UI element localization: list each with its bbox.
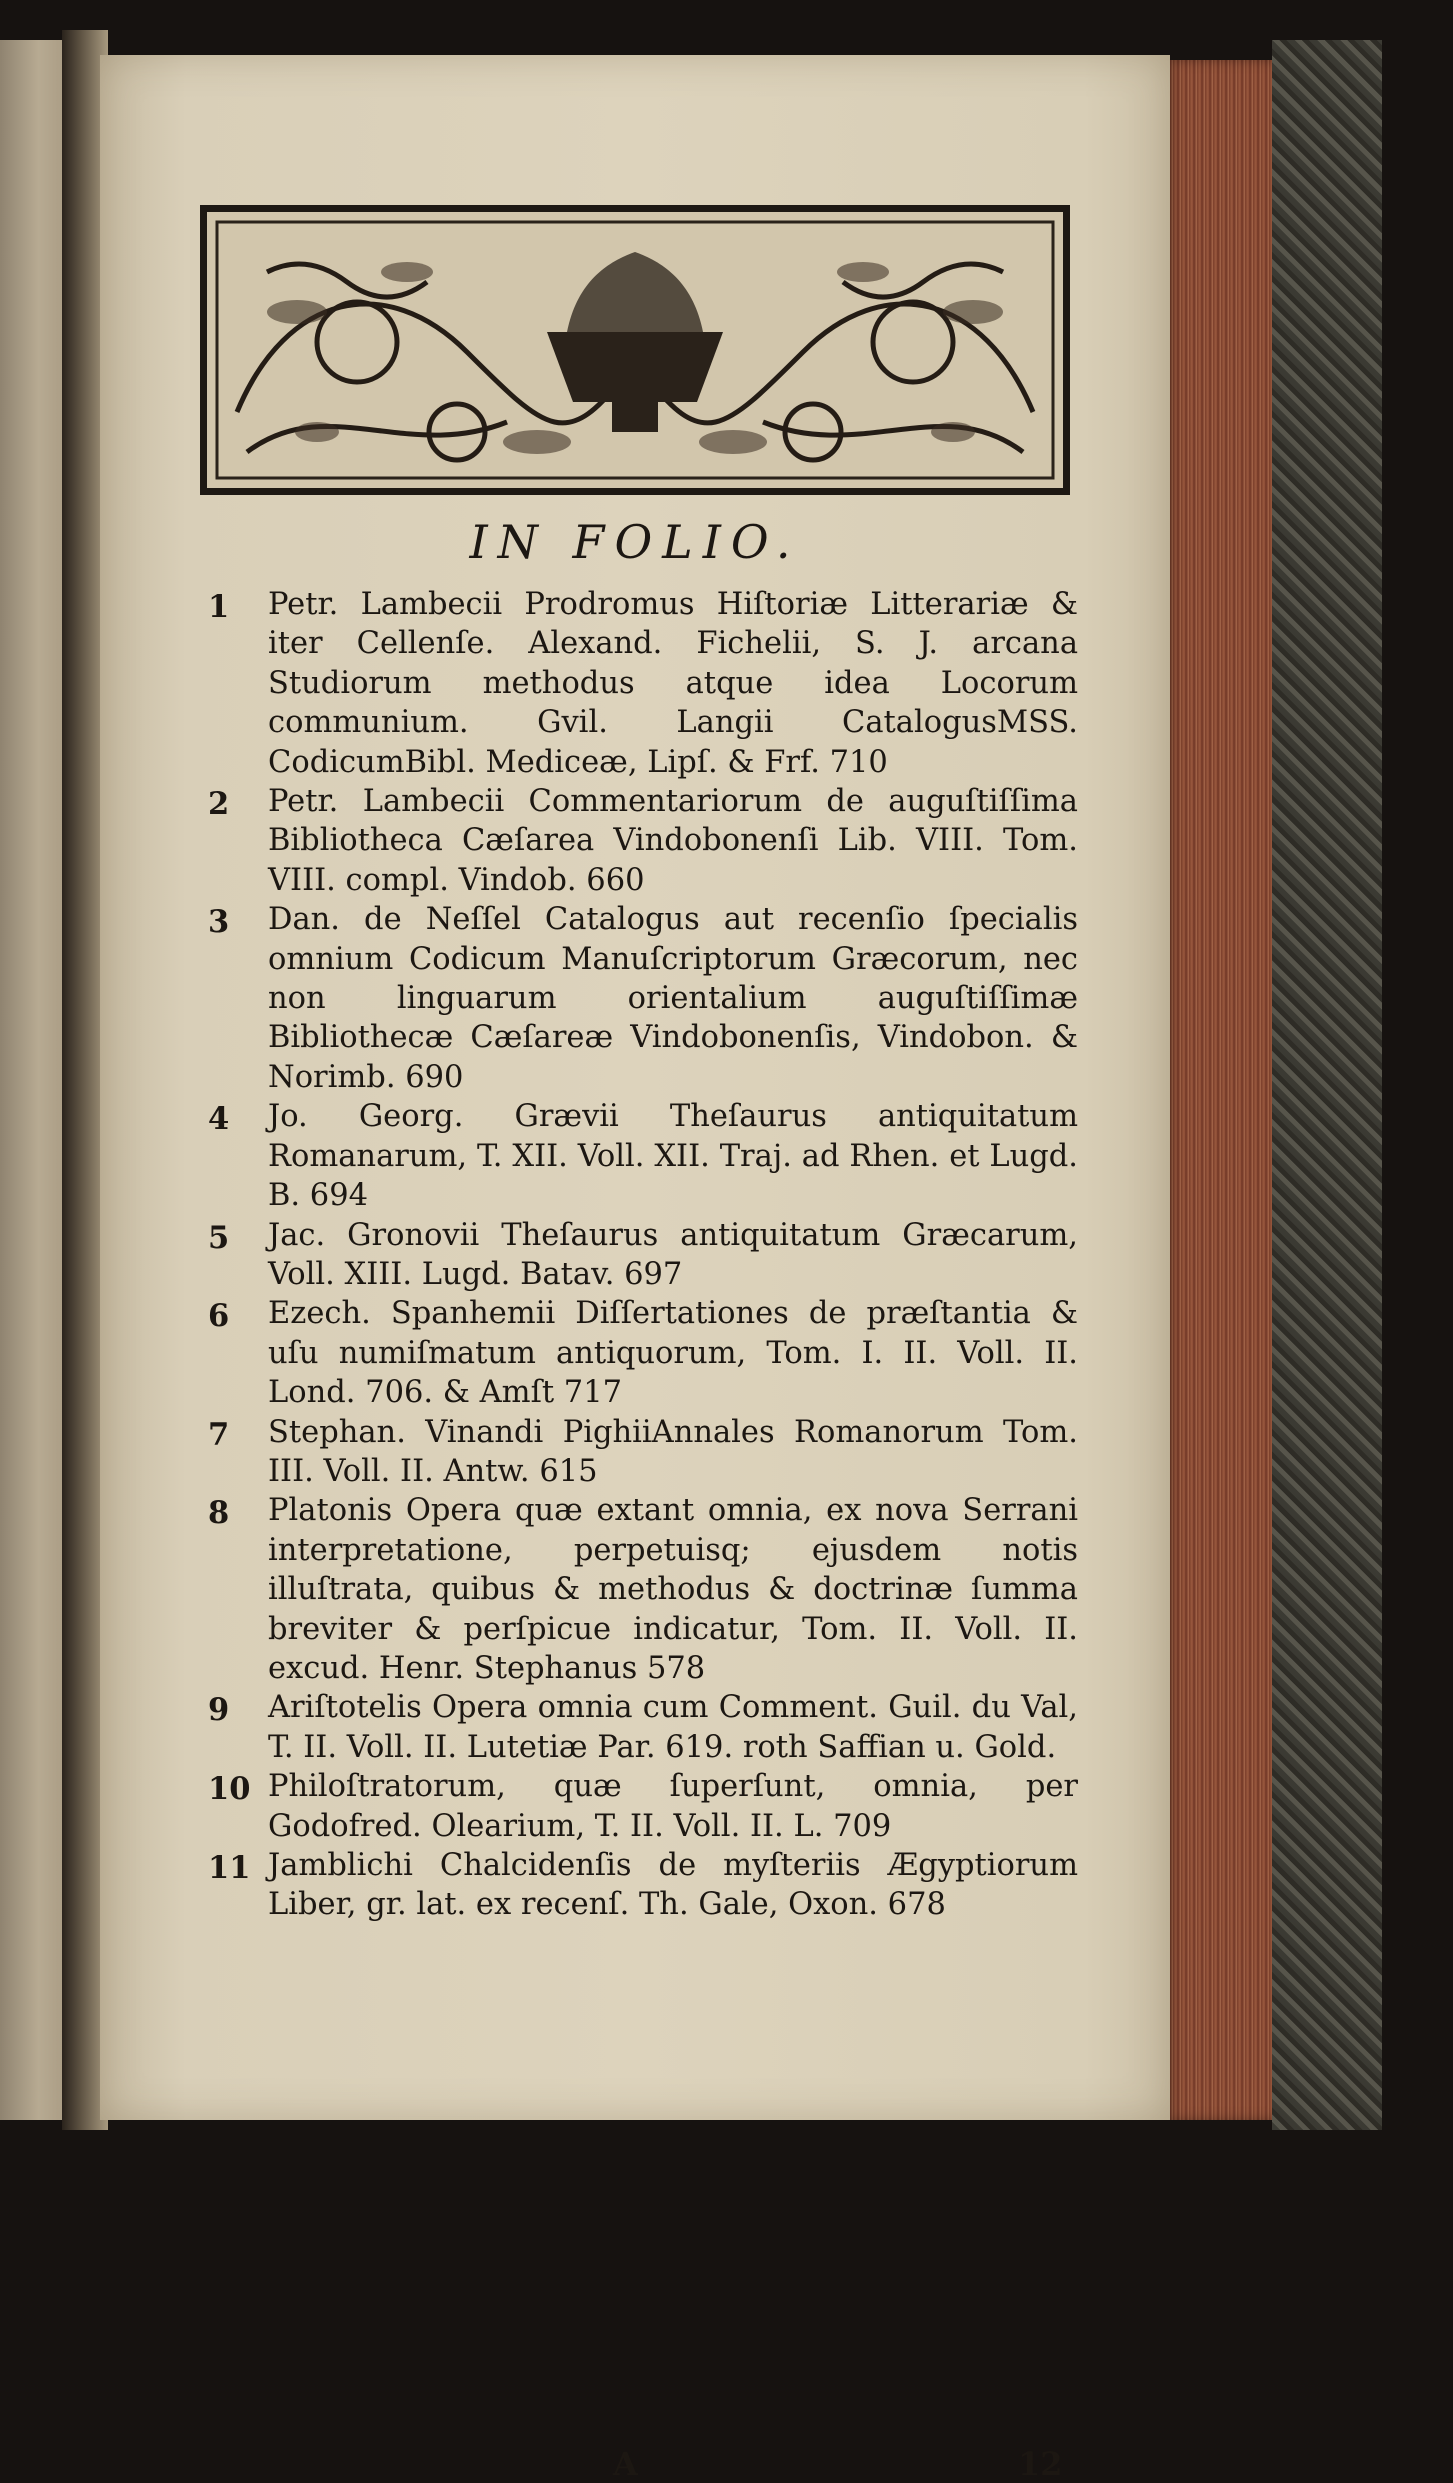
entry-text: Petr. Lambecii Commentariorum de auguſtiſſima Bibliotheca Cæſarea Vindobonenſi Lib. VIII. Tom. VIII. compl. Vindob. 660 (268, 784, 1078, 898)
woodcut-ornament (200, 205, 1070, 495)
list-item (208, 1688, 1078, 1767)
entry-number: 1 (208, 589, 230, 625)
catchword: 12 (1018, 2445, 1063, 2483)
signature-mark: A (613, 2445, 638, 2483)
catalog-entries (208, 585, 1078, 2483)
entry-text: Ezech. Spanhemii Diſſertationes de præſtantia & uſu numiſmatum antiquorum, Tom. I. II. Voll. II. Lond. 706. & Amſt 717 (268, 1296, 1078, 1411)
book-page (100, 55, 1170, 2483)
entry-text: Stephan. Vinandi PighiiAnnales Romanorum Tom. III. Voll. II. Antw. 615 (268, 1414, 1078, 1489)
list-item (208, 1413, 1078, 1492)
entry-text: Dan. de Neſſel Catalogus aut recenſio ſpecialis omnium Codicum Manuſcriptorum Græcorum, nec non linguarum orientalium auguſtiſſimæ Bibliothecæ Cæſareæ Vindobonenſis, Vindobon. & Norimb. 690 (268, 902, 1078, 1095)
entry-number: 8 (208, 1495, 230, 1532)
page-edges (1165, 60, 1275, 2120)
entry-text: Petr. Lambecii Prodromus Hiſtoriæ Litterariæ & iter Cellenſe. Alexand. Fichelii, S. J. arcana Studiorum methodus atque idea Locorum communium. Gvil. Langii CatalogusMSS. CodicumBibl. Mediceæ, Lipſ. & Frf. 710 (268, 587, 1078, 780)
ornament-vines-icon (207, 212, 1063, 488)
entry-text: Platonis Opera quæ extant omnia, ex nova Serrani interpretatione, perpetuisq; ejusdem notis illuſtrata, quibus & methodus & doctrinæ ſumma breviter & perſpicue indicatur, Tom. II. Voll. II. excud. Henr. Stephanus 578 (268, 1493, 1078, 1686)
entry-text: Jac. Gronovii Theſaurus antiquitatum Græcarum, Voll. XIII. Lugd. Batav. 697 (268, 1217, 1078, 1292)
list-item (208, 585, 1078, 782)
entry-text: Philoſtratorum, quæ ſuperſunt, omnia, per Godofred. Olearium, T. II. Voll. II. L. 709 (268, 1769, 1078, 1844)
entry-number: 6 (208, 1298, 230, 1335)
list-item (208, 1097, 1078, 1215)
list-item (208, 1294, 1078, 1412)
entry-text: Jamblichi Chalcidenſis de myſteriis Ægyptiorum Liber, gr. lat. ex recenſ. Th. Gale, Oxon. 678 (268, 1848, 1078, 1923)
entry-number: 4 (208, 1101, 230, 1138)
entry-number: 5 (208, 1219, 230, 1256)
entry-text: Ariſtotelis Opera omnia cum Comment. Guil. du Val, T. II. Voll. II. Lutetiæ Par. 619. roth Saffian u. Gold. (268, 1690, 1078, 1765)
list-item (208, 782, 1078, 900)
left-page-edge (0, 40, 70, 2120)
section-heading: IN FOLIO. (469, 515, 801, 569)
entry-number: 7 (208, 1416, 230, 1453)
entry-number: 10 (208, 1771, 251, 1808)
entry-number: 9 (208, 1692, 230, 1729)
list-item (208, 900, 1078, 1097)
entry-text: Jo. Georg. Grævii Theſaurus antiquitatum Romanarum, T. XII. Voll. XII. Traj. ad Rhen. et Lugd. B. 694 (268, 1099, 1078, 1214)
entry-number: 11 (208, 1850, 251, 1886)
list-item (208, 1216, 1078, 1295)
entry-number: 3 (208, 904, 230, 941)
list-item (208, 1491, 1078, 1688)
book-cover (1272, 40, 1382, 2130)
entry-number: 2 (208, 786, 230, 823)
list-item (208, 1846, 1078, 1925)
list-item (208, 1767, 1078, 1846)
